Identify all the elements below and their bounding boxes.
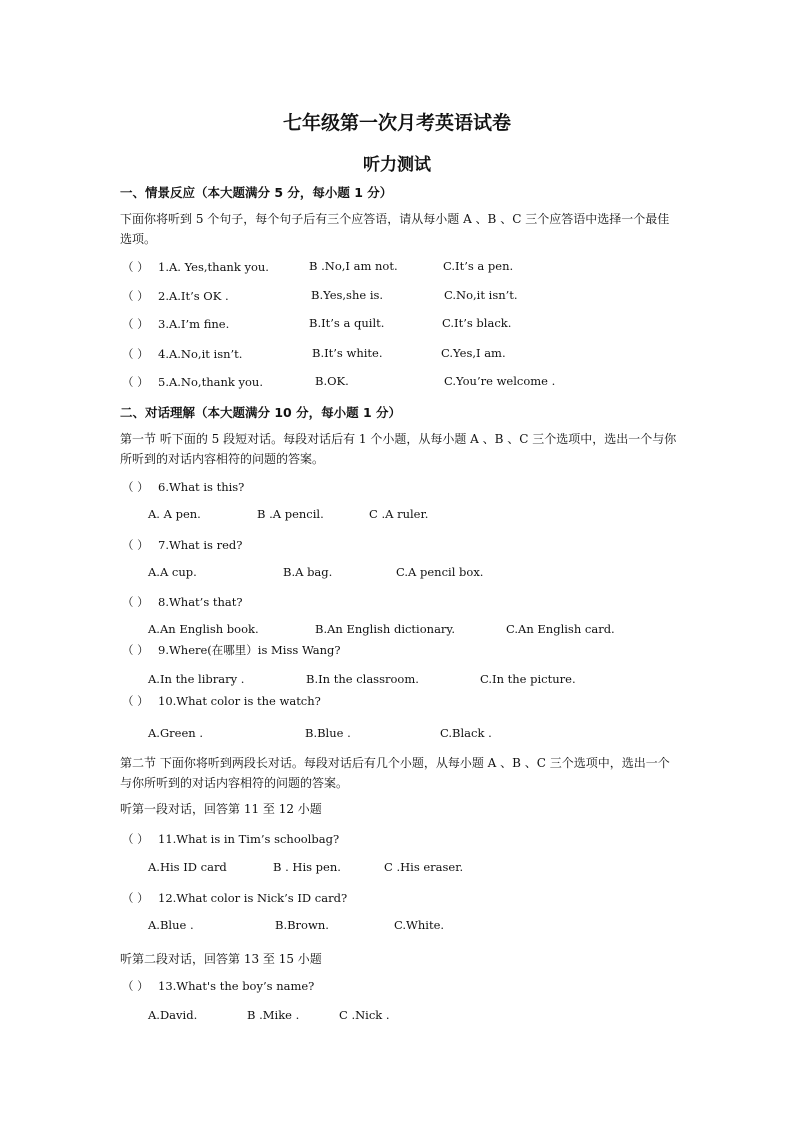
question-text: 7.What is red?	[158, 538, 243, 552]
option-a: A.An English book.	[148, 622, 259, 636]
option-a: A.Green .	[148, 726, 203, 740]
answer-blank[interactable]: （ ）	[122, 538, 149, 552]
part2-section2-instruction: 第二节 下面你将听到两段长对话。每段对话后有几个小题，从每小题 A 、B 、C 三个选项中，选出一个与你所听到的对话内容相符的问题的答案。	[120, 756, 670, 790]
option-c: C.A pencil box.	[396, 565, 484, 579]
question-text: 11.What is in Tim’s schoolbag?	[158, 832, 340, 846]
question-text: 12.What color is Nick’s ID card?	[158, 891, 348, 905]
option-b: B.Blue .	[305, 726, 351, 740]
option-c: C.An English card.	[506, 622, 615, 636]
option-a: A.David.	[148, 1008, 198, 1022]
option-b: B.Brown.	[275, 918, 329, 932]
option-a: 1.A. Yes,thank you.	[158, 260, 269, 274]
option-c: C.No,it isn’t.	[444, 288, 518, 302]
option-a: 2.A.It’s OK .	[158, 289, 229, 303]
question-text: 9.Where(在哪里）is Miss Wang?	[158, 643, 341, 657]
question-text: 13.What's the boy’s name?	[158, 979, 315, 993]
question-11	[122, 831, 339, 847]
answer-blank[interactable]: （ ）	[122, 480, 149, 494]
option-b: B.Yes,she is.	[311, 288, 384, 302]
part2-heading: 二、对话理解（本大题满分 10 分，每小题 1 分）	[120, 405, 402, 420]
option-b: B .Mike .	[247, 1008, 300, 1022]
option-c: C.White.	[394, 918, 445, 932]
answer-blank[interactable]: （ ）	[122, 832, 149, 846]
part1-heading: 一、情景反应（本大题满分 5 分，每小题 1 分）	[120, 185, 393, 200]
option-b: B .A pencil.	[257, 507, 324, 521]
question-2	[122, 288, 229, 304]
question-text: 8.What’s that?	[158, 595, 243, 609]
option-b: B .No,I am not.	[309, 259, 398, 273]
option-a: 5.A.No,thank you.	[158, 375, 263, 389]
answer-blank[interactable]: （ ）	[122, 289, 149, 303]
option-c: C.It’s black.	[442, 316, 512, 330]
option-a: A.In the library .	[148, 672, 245, 686]
option-a: A.A cup.	[148, 565, 197, 579]
option-a: A.His ID card	[148, 860, 227, 874]
page-subtitle: 听力测试	[363, 155, 431, 175]
part2-section1-instruction: 第一节 听下面的 5 段短对话。每段对话后有 1 个小题，从每小题 A 、B 、C 三个选项中，选出一个与你所听到的对话内容相符的问题的答案。	[120, 432, 677, 466]
question-3	[122, 316, 229, 332]
question-1	[122, 259, 269, 275]
question-4	[122, 346, 242, 362]
question-6	[122, 479, 244, 495]
answer-blank[interactable]: （ ）	[122, 891, 149, 905]
option-c: C.It’s a pen.	[443, 259, 514, 273]
option-c: C .A ruler.	[369, 507, 429, 521]
option-b: B.A bag.	[283, 565, 333, 579]
question-8	[122, 594, 243, 610]
dialog2-instruction: 听第二段对话，回答第 13 至 15 小题	[120, 952, 322, 966]
option-b: B . His pen.	[273, 860, 341, 874]
option-b: B.An English dictionary.	[315, 622, 456, 636]
question-13	[122, 978, 314, 994]
option-a: 4.A.No,it isn’t.	[158, 347, 243, 361]
dialog1-instruction: 听第一段对话，回答第 11 至 12 小题	[120, 802, 322, 816]
question-7	[122, 537, 242, 553]
answer-blank[interactable]: （ ）	[122, 317, 149, 331]
question-12	[122, 890, 347, 906]
option-c: C.In the picture.	[480, 672, 576, 686]
answer-blank[interactable]: （ ）	[122, 347, 149, 361]
option-c: C.Black .	[440, 726, 492, 740]
question-5	[122, 374, 263, 390]
option-b: B.It’s white.	[312, 346, 383, 360]
question-text: 10.What color is the watch?	[158, 694, 321, 708]
question-10	[122, 693, 321, 709]
option-c: C.You’re welcome .	[444, 374, 556, 388]
option-b: B.In the classroom.	[306, 672, 419, 686]
option-c: C .Nick .	[339, 1008, 390, 1022]
answer-blank[interactable]: （ ）	[122, 260, 149, 274]
option-c: C .His eraser.	[384, 860, 464, 874]
option-c: C.Yes,I am.	[441, 346, 506, 360]
option-a: 3.A.I’m fine.	[158, 317, 230, 331]
option-b: B.It’s a quilt.	[309, 316, 385, 330]
answer-blank[interactable]: （ ）	[122, 979, 149, 993]
page-title: 七年级第一次月考英语试卷	[282, 112, 511, 134]
question-text: 6.What is this?	[158, 480, 245, 494]
question-9	[122, 642, 341, 658]
answer-blank[interactable]: （ ）	[122, 643, 149, 657]
option-b: B.OK.	[315, 374, 349, 388]
option-a: A. A pen.	[148, 507, 201, 521]
answer-blank[interactable]: （ ）	[122, 694, 149, 708]
answer-blank[interactable]: （ ）	[122, 595, 149, 609]
answer-blank[interactable]: （ ）	[122, 375, 149, 389]
part1-instruction: 下面你将听到 5 个句子，每个句子后有三个应答语，请从每小题 A 、B 、C 三个应答语中选择一个最佳选项。	[120, 212, 670, 246]
option-a: A.Blue .	[148, 918, 194, 932]
